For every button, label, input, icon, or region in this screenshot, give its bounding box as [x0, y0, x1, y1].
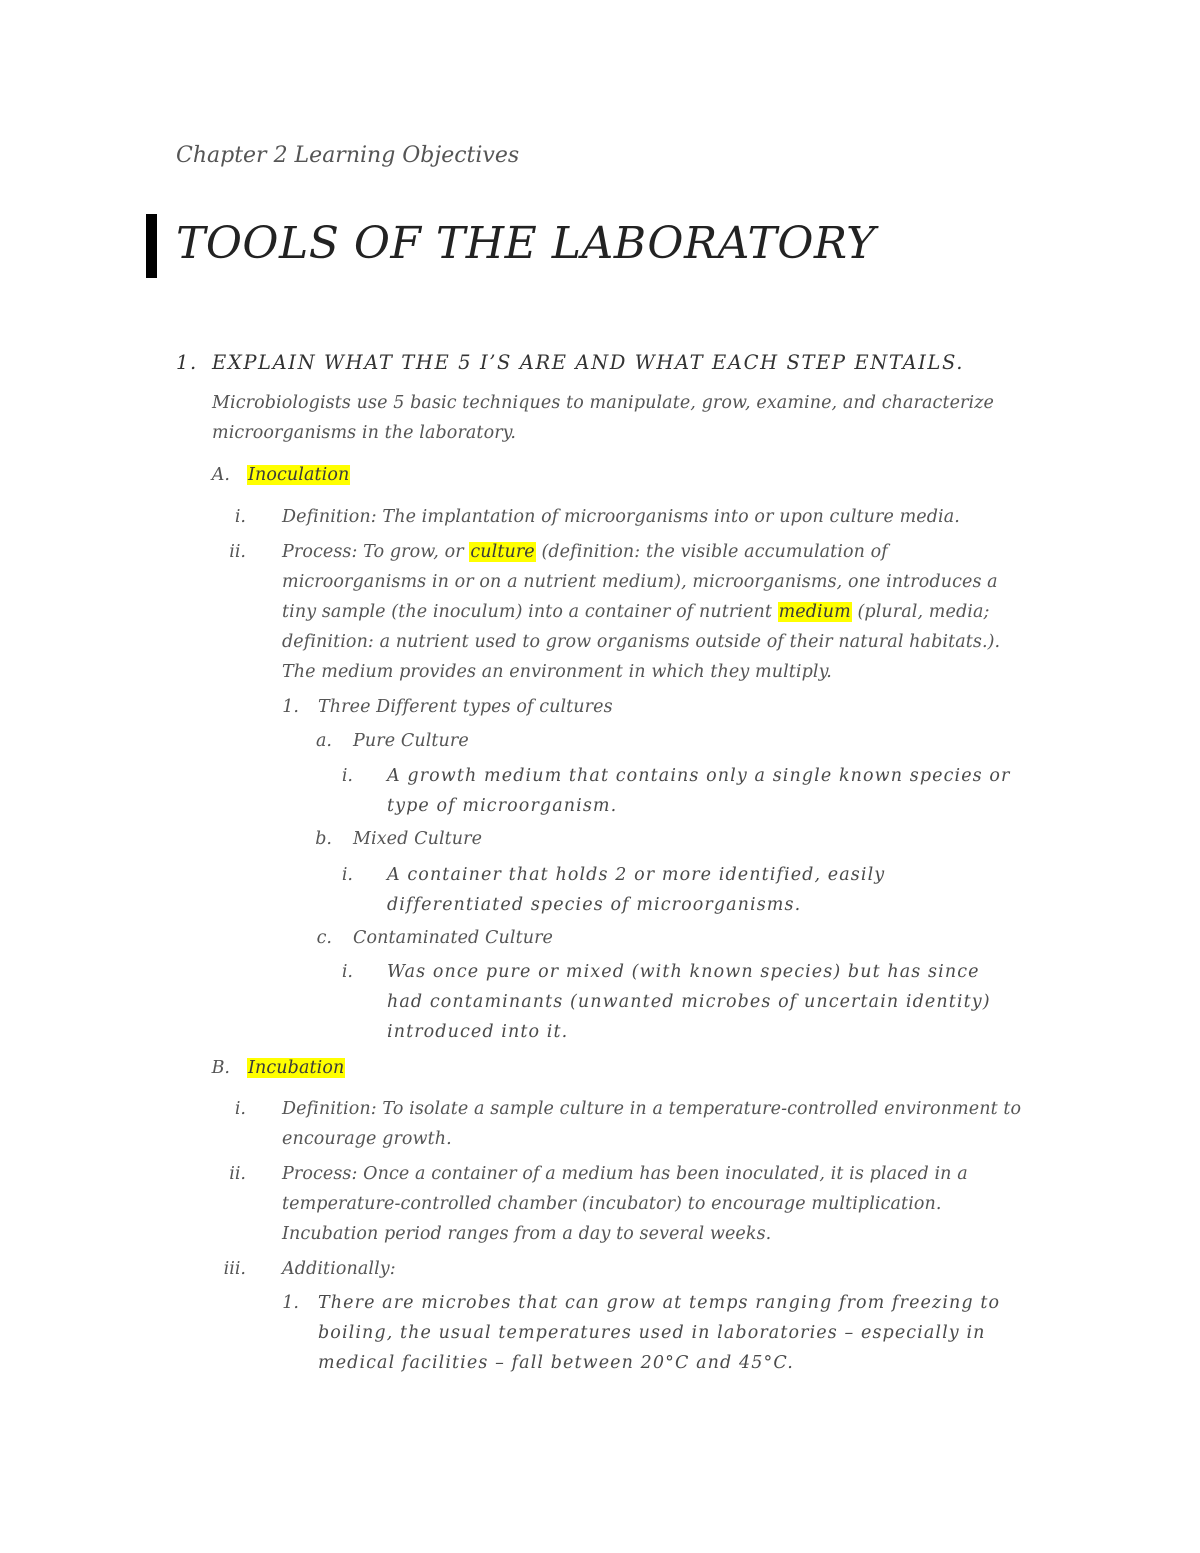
list-label: b.: [315, 829, 332, 849]
list-label: ii.: [229, 1164, 246, 1184]
process-line: microorganisms in or on a nutrient medium), microorganisms, one introduces a: [282, 572, 998, 592]
definition-text: Definition: The implantation of microorganisms into or upon culture media.: [282, 507, 960, 527]
additional-text: medical facilities – fall between 20°C and 45°C.: [318, 1353, 794, 1373]
process-line: tiny sample (the inoculum) into a container of nutrient medium (plural, media;: [282, 602, 990, 622]
list-label: i.: [341, 766, 353, 786]
section-label: A.: [211, 465, 230, 485]
section-title: [247, 1058, 345, 1078]
process-line: Process: Once a container of a medium has been inoculated, it is placed in a: [282, 1164, 968, 1184]
additional-text: boiling, the usual temperatures used in laboratories – especially in: [318, 1323, 986, 1343]
page-title: TOOLS OF THE LABORATORY: [176, 218, 876, 269]
culture-description: introduced into it.: [387, 1022, 569, 1042]
chapter-subtitle: Chapter 2 Learning Objectives: [176, 143, 520, 168]
culture-type: Mixed Culture: [353, 829, 483, 849]
process-line: Incubation period ranges from a day to several weeks.: [282, 1224, 772, 1244]
objective-number: 1.: [176, 351, 198, 374]
definition-text: encourage growth.: [282, 1129, 452, 1149]
culture-type: Contaminated Culture: [353, 928, 553, 948]
culture-description: Was once pure or mixed (with known species) but has since: [387, 962, 980, 982]
process-line: temperature-controlled chamber (incubator) to encourage multiplication.: [282, 1194, 942, 1214]
highlighted-term: medium: [778, 602, 851, 622]
additional-text: There are microbes that can grow at temps ranging from freezing to: [318, 1293, 1001, 1313]
highlighted-term: Incubation: [248, 1058, 345, 1078]
objective-heading: EXPLAIN WHAT THE 5 I’S ARE AND WHAT EACH STEP ENTAILS.: [212, 351, 965, 374]
list-label: i.: [234, 1099, 246, 1119]
list-label: i.: [341, 962, 353, 982]
process-line: definition: a nutrient used to grow organisms outside of their natural habitats.).: [282, 632, 1001, 652]
process-line: The medium provides an environment in which they multiply.: [282, 662, 832, 682]
culture-description: had contaminants (unwanted microbes of uncertain identity): [387, 992, 991, 1012]
list-label: i.: [341, 865, 353, 885]
list-label: ii.: [229, 542, 246, 562]
culture-description: type of microorganism.: [387, 796, 618, 816]
list-label: 1.: [282, 1293, 299, 1313]
list-label: iii.: [223, 1259, 246, 1279]
culture-type: Pure Culture: [353, 731, 469, 751]
list-label: c.: [316, 928, 332, 948]
process-line: Process: To grow, or culture (definition: the visible accumulation of: [282, 542, 888, 562]
highlighted-term: culture: [470, 542, 535, 562]
list-label: a.: [316, 731, 332, 751]
definition-text: Definition: To isolate a sample culture in a temperature-controlled environment to: [282, 1099, 1022, 1119]
section-title: [247, 465, 350, 485]
intro-line: Microbiologists use 5 basic techniques to manipulate, grow, examine, and characterize: [212, 393, 994, 413]
culture-description: A container that holds 2 or more identified, easily: [387, 865, 886, 885]
intro-line: microorganisms in the laboratory.: [212, 423, 516, 443]
culture-description: differentiated species of microorganisms.: [387, 895, 802, 915]
culture-description: A growth medium that contains only a single known species or: [387, 766, 1011, 786]
highlighted-term: Inoculation: [248, 465, 350, 485]
sublist-heading: Three Different types of cultures: [318, 697, 613, 717]
title-accent-bar: [146, 214, 157, 278]
additional-heading: Additionally:: [282, 1259, 396, 1279]
list-label: 1.: [282, 697, 299, 717]
section-label: B.: [211, 1058, 230, 1078]
list-label: i.: [234, 507, 246, 527]
